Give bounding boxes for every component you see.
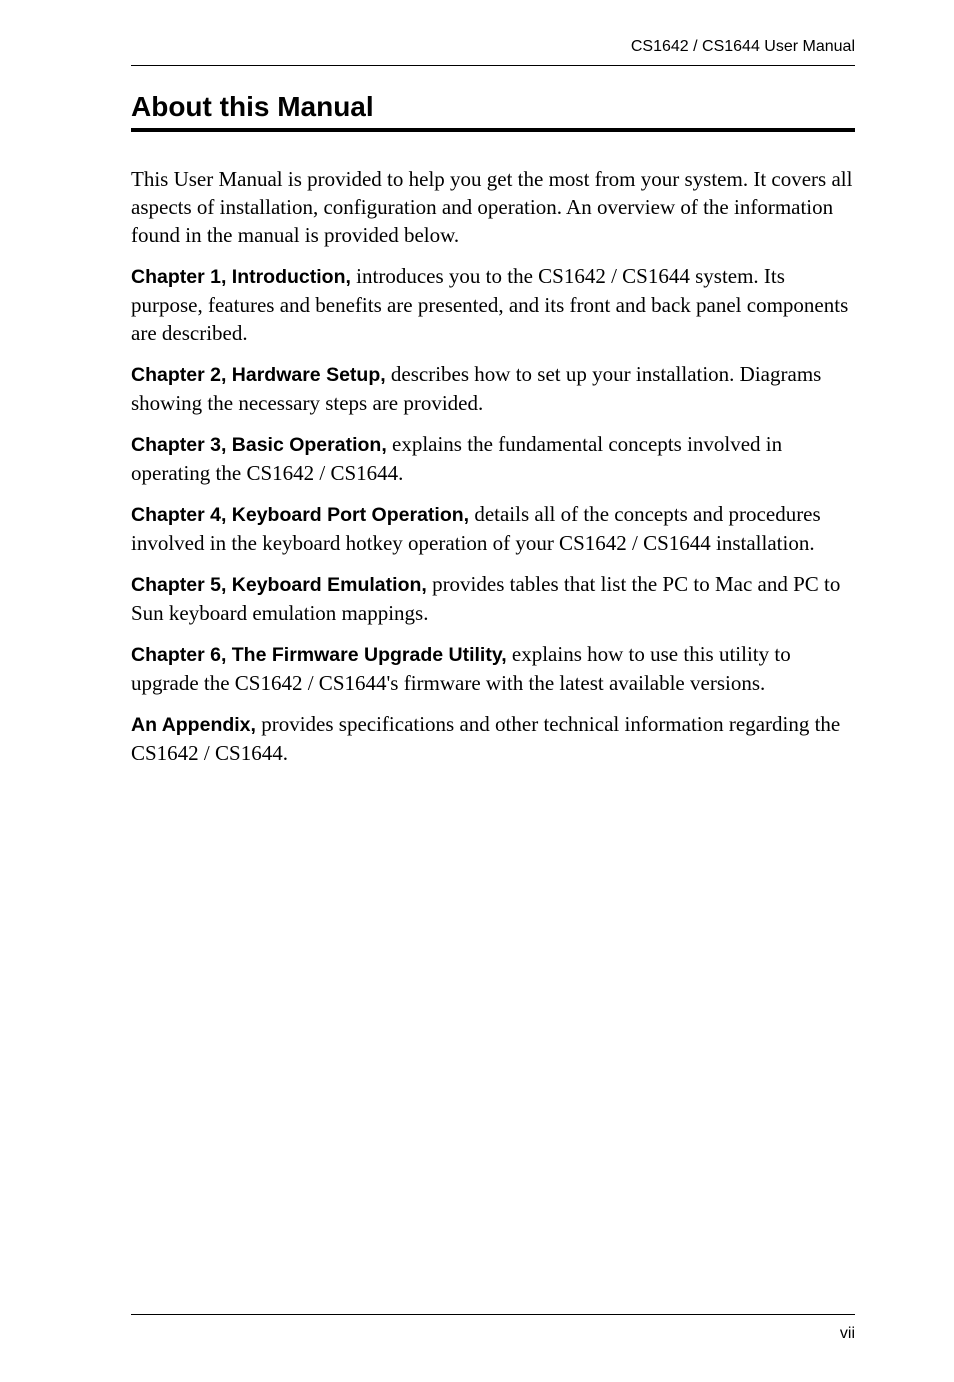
chapter-4-text: details all of the concepts and procedures involved in the keyboard hotkey operation of your CS1642 / CS1644 installation. xyxy=(131,502,821,555)
body-content xyxy=(131,165,855,780)
title-rule xyxy=(131,128,855,132)
page-number: vii xyxy=(839,1325,855,1342)
chapter-6-paragraph xyxy=(131,640,855,697)
chapter-3-paragraph xyxy=(131,430,855,487)
chapter-1-text: introduces you to the CS1642 / CS1644 system. Its purpose, features and benefits are presented, and its front and back panel components are described. xyxy=(131,264,849,345)
section-title: About this Manual xyxy=(131,91,374,122)
chapter-4-lead: Chapter 4, Keyboard Port Operation, xyxy=(131,504,470,526)
chapter-1-lead: Chapter 1, Introduction, xyxy=(131,266,351,288)
chapter-2-paragraph xyxy=(131,360,855,417)
chapter-3-text: explains the fundamental concepts involved in operating the CS1642 / CS1644. xyxy=(131,432,783,485)
chapter-2-text: describes how to set up your installation. Diagrams showing the necessary steps are provided. xyxy=(131,362,822,415)
chapter-2-lead: Chapter 2, Hardware Setup, xyxy=(131,364,386,386)
footer-rule xyxy=(131,1314,855,1315)
chapter-5-lead: Chapter 5, Keyboard Emulation, xyxy=(131,574,427,596)
chapter-1-paragraph xyxy=(131,262,855,347)
chapter-4-paragraph xyxy=(131,500,855,557)
chapter-3-lead: Chapter 3, Basic Operation, xyxy=(131,434,387,456)
intro-paragraph: This User Manual is provided to help you get the most from your system. It covers all aspects of installation, configuration and operation. An overview of the information found in the manual is provided below. xyxy=(131,167,853,247)
appendix-text: provides specifications and other technical information regarding the CS1642 / CS1644. xyxy=(131,712,841,765)
appendix-paragraph xyxy=(131,710,855,767)
chapter-5-paragraph xyxy=(131,570,855,627)
chapter-5-text: provides tables that list the PC to Mac and PC to Sun keyboard emulation mappings. xyxy=(131,572,841,625)
running-header: CS1642 / CS1644 User Manual xyxy=(630,38,855,55)
header-rule xyxy=(131,65,855,66)
chapter-6-text: explains how to use this utility to upgrade the CS1642 / CS1644's firmware with the latest available versions. xyxy=(131,642,791,695)
appendix-lead: An Appendix, xyxy=(131,714,256,736)
chapter-6-lead: Chapter 6, The Firmware Upgrade Utility, xyxy=(131,644,507,666)
